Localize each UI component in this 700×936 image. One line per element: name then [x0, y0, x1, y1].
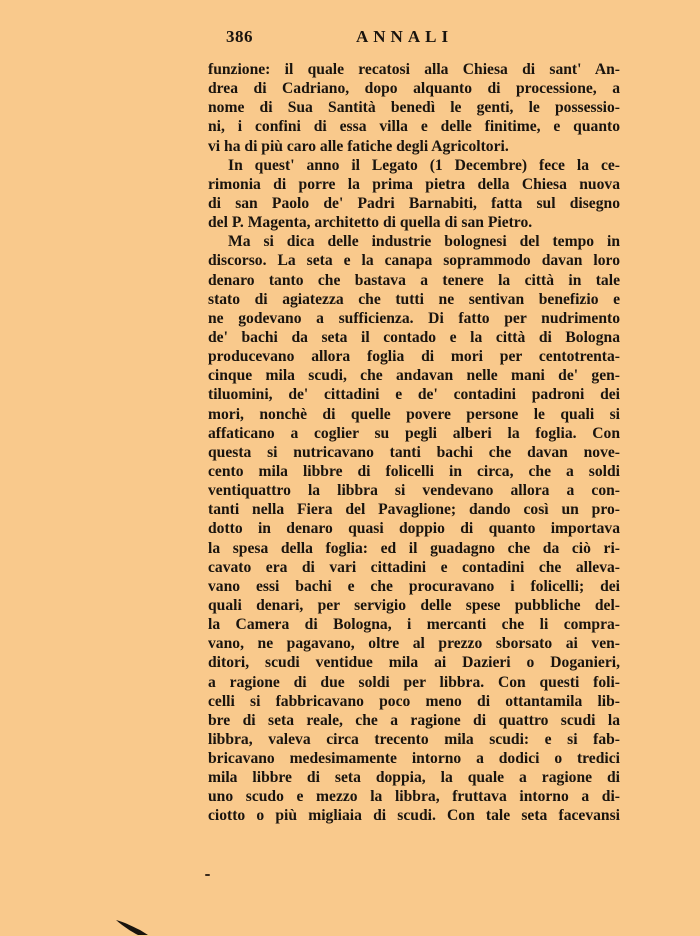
- text-line: del P. Magenta, architetto di quella di san Pietro.: [208, 214, 533, 232]
- text-line: cavato era di vari cittadini e contadini che alleva-: [208, 558, 620, 576]
- body-text: [208, 60, 620, 826]
- text-line: ne godevano a sufficienza. Di fatto per nudrimento: [208, 309, 620, 327]
- text-line: quali denari, per servigio delle spese pubbliche del-: [208, 596, 620, 614]
- text-line: discorso. La seta e la canapa soprammodo davan loro: [208, 252, 620, 270]
- running-head: ANNALI: [356, 27, 454, 46]
- text-line: questa si nutricavano tanti bachi che davan nove-: [208, 443, 620, 461]
- text-line: la spesa della foglia: ed il guadagno che da ciò ri-: [208, 539, 620, 557]
- text-line: affaticano a coglier su pegli alberi la foglia. Con: [208, 424, 620, 442]
- text-line: tanti nella Fiera del Pavaglione; dando così un pro-: [208, 501, 620, 519]
- scan-corner-mark: [114, 918, 150, 936]
- text-line: celli si fabbricavano poco meno di ottantamila lib-: [208, 692, 620, 710]
- text-line: Ma si dica delle industrie bolognesi del tempo in: [228, 233, 620, 251]
- text-line: a ragione di due soldi per libbra. Con questi foli-: [208, 673, 620, 691]
- text-line: cento mila libbre di folicelli in circa, che a soldi: [208, 462, 620, 480]
- text-line: de' bachi da seta il contado e la città di Bologna: [208, 328, 620, 346]
- text-line: ni, i confini di essa villa e delle finitime, e quanto: [208, 118, 620, 136]
- text-line: mila libbre di seta doppia, la quale a ragione di: [208, 769, 620, 787]
- text-line: bricavano medesimamente intorno a dodici o tredici: [208, 750, 620, 768]
- text-line: cinque mila scudi, che andavan nelle mani de' gen-: [208, 367, 620, 385]
- ink-speck: [205, 874, 210, 876]
- text-line: la Camera di Bologna, i mercanti che li compra-: [208, 616, 620, 634]
- text-line: tiluomini, de' cittadini e de' contadini padroni dei: [208, 386, 620, 404]
- text-line: uno scudo e mezzo la libbra, fruttava intorno a di-: [208, 788, 620, 806]
- text-line: ciotto o più migliaia di scudi. Con tale seta facevansi: [208, 807, 620, 825]
- text-line: rimonia di porre la prima pietra della Chiesa nuova: [208, 175, 620, 193]
- text-line: drea di Cadriano, dopo alquanto di processione, a: [208, 80, 620, 98]
- text-line: libbra, valeva circa trecento mila scudi: e si fab-: [208, 730, 620, 748]
- text-line: ventiquattro la libbra si vendevano allora a con-: [208, 482, 620, 500]
- text-line: bre di seta reale, che a ragione di quattro scudi la: [208, 711, 620, 729]
- text-line: di san Paolo de' Padri Barnabiti, fatta sul disegno: [208, 194, 620, 212]
- text-line: In quest' anno il Legato (1 Decembre) fece la ce-: [228, 156, 620, 174]
- text-line: funzione: il quale recatosi alla Chiesa di sant' An-: [208, 61, 620, 78]
- text-line: denaro tanto che bastava a tenere la città in tale: [208, 271, 620, 289]
- text-line: vi ha di più caro alle fatiche degli Agricoltori.: [208, 137, 509, 155]
- page-header: [226, 27, 620, 53]
- text-line: nome di Sua Santità benedì le genti, le possessio-: [208, 99, 620, 117]
- text-line: vano essi bachi e che procuravano i folicelli; dei: [208, 577, 620, 595]
- text-line: ditori, scudi ventidue mila ai Dazieri o Doganieri,: [208, 654, 620, 672]
- text-line: vano, ne pagavano, oltre al prezzo sborsato ai ven-: [208, 635, 620, 653]
- text-line: dotto in denaro quasi doppio di quanto importava: [208, 520, 620, 538]
- text-line: producevano allora foglia di mori per centotrenta-: [208, 348, 620, 366]
- text-line: mori, nonchè di quelle povere persone le quali si: [208, 405, 620, 423]
- text-line: stato di agiatezza che tutti ne sentivan benefizio e: [208, 290, 620, 308]
- page-number: 386: [226, 27, 253, 46]
